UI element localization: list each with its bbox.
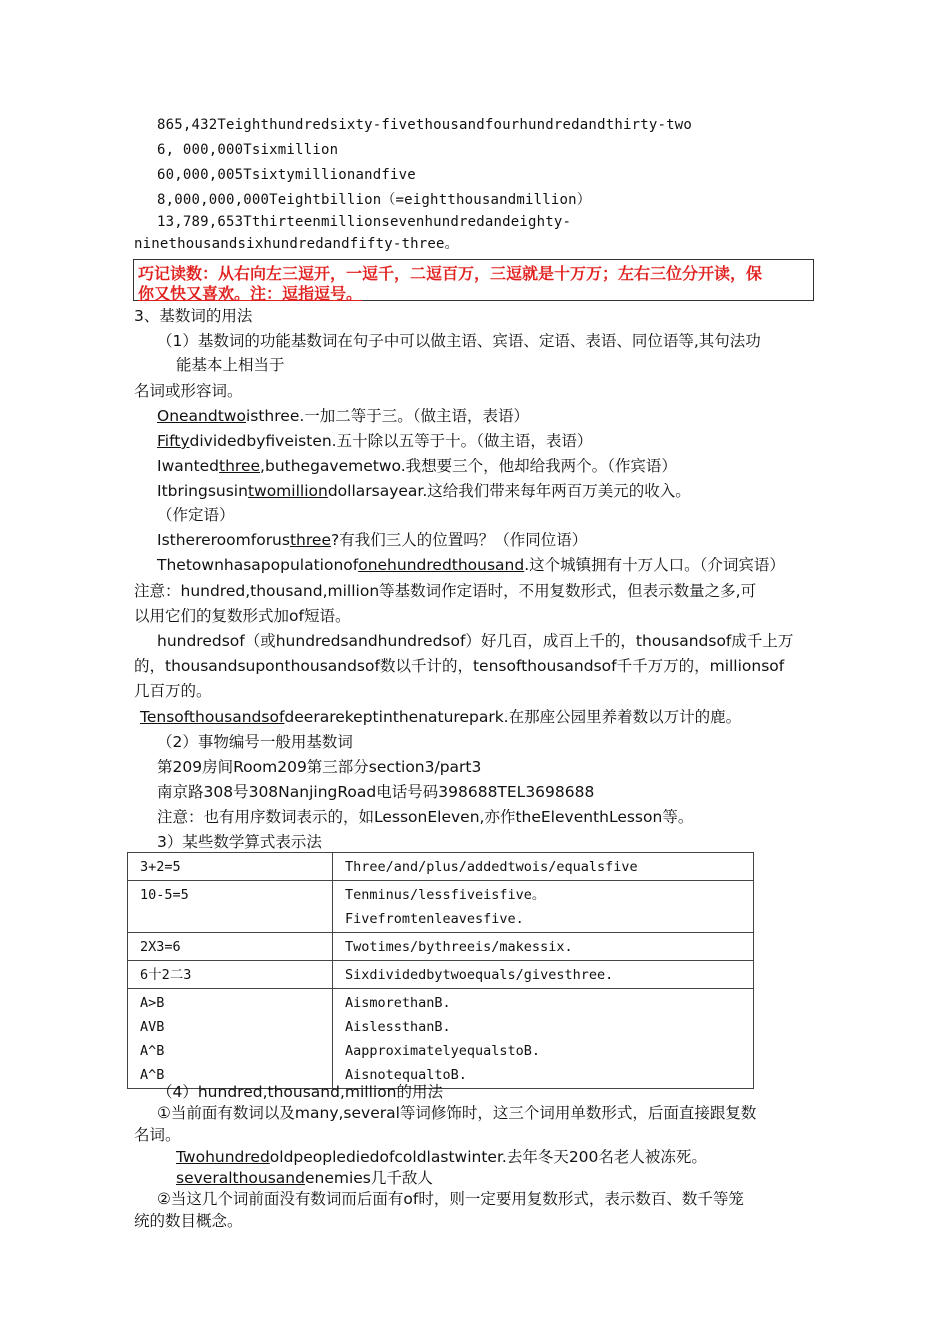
example-object-underlined: three xyxy=(219,457,261,475)
math-expression: 10-5=5 xyxy=(140,887,189,903)
example-predicative xyxy=(157,430,592,452)
rule-1-example-2 xyxy=(176,1167,433,1189)
note-2-line-b: 的，thousandsuponthousandsof数以千计的，tensofthousandsof千千万万的，millionsof xyxy=(134,657,785,675)
para-2-heading: （2）事物编号一般用基数词 xyxy=(157,733,353,751)
example-attributive xyxy=(157,480,691,502)
math-row xyxy=(128,881,754,933)
math-expression: 2X3=6 xyxy=(140,939,181,955)
math-expression: 3+2=5 xyxy=(140,859,181,875)
math-expression-cell xyxy=(128,853,333,881)
example-attributive-rest: dollarsayear.这给我们带来每年两百万美元的收入。 xyxy=(327,482,691,500)
math-reading-cell xyxy=(333,853,754,881)
section-4-heading: （4）hundred,thousand,million的用法 xyxy=(157,1083,444,1101)
math-reading: Three/and/plus/addedtwois/equalsfive xyxy=(345,859,638,875)
math-expression-cell xyxy=(128,989,333,1089)
rule-1-example-1-underlined: Twohundred xyxy=(176,1148,270,1166)
number-example-4: 8,000,000,000Teightbillion（=eightthousandmillion） xyxy=(157,192,591,208)
para-1-line-c: 名词或形容词。 xyxy=(134,382,243,400)
example-subject-underlined: Oneandtwo xyxy=(157,407,246,425)
number-example-3: 60,000,005Tsixtymillionandfive xyxy=(157,167,416,183)
example-appositive-pre: Isthereroomforus xyxy=(157,531,290,549)
math-expression: A^B xyxy=(140,1067,165,1083)
math-row xyxy=(128,933,754,961)
example-tens-underlined: Tensofthousandsof xyxy=(140,708,285,726)
math-expression: 6十2二3 xyxy=(140,967,192,983)
example-object xyxy=(157,455,677,477)
math-row xyxy=(128,853,754,881)
note-2-line-c: 几百万的。 xyxy=(134,682,212,700)
note-1-line-b: 以用它们的复数形式加of短语。 xyxy=(134,607,351,625)
example-appositive-underlined: three xyxy=(289,531,331,549)
section-3-heading: 3、基数词的用法 xyxy=(134,307,253,325)
tip-line-1: 巧记读数：从右向左三逗开，一逗千，二逗百万，三逗就是十万万；左右三位分开读，保 xyxy=(138,264,763,283)
rule-2-line-a: ②当这几个词前面没有数词而后面有of时，则一定要用复数形式，表示数百、数千等笼 xyxy=(157,1190,744,1208)
example-tens-rest: deerarekeptinthenaturepark.在那座公园里养着数以万计的鹿。 xyxy=(284,708,742,726)
math-row xyxy=(128,989,754,1089)
math-row xyxy=(128,961,754,989)
para-2-example-1: 第209房间Room209第三部分section3/part3 xyxy=(157,758,482,776)
math-reading: Tenminus/lessfiveisfive。 xyxy=(345,887,546,903)
math-reading: AapproximatelyequalstoB. xyxy=(345,1043,541,1059)
example-subject-rest: isthree.一加二等于三。（做主语，表语） xyxy=(245,407,530,425)
example-predicative-underlined: Fifty xyxy=(157,432,190,450)
note-1-line-a: 注意：hundred,thousand,million等基数词作定语时，不用复数形式，但表示数量之多,可 xyxy=(134,582,757,600)
math-reading: Sixdividedbytwoequals/givesthree. xyxy=(345,967,614,983)
math-reading: Twotimes/bythreeis/makessix. xyxy=(345,939,573,955)
para-2-example-2: 南京路308号308NanjingRoad电话号码398688TEL3698688 xyxy=(157,783,595,801)
example-attributive-note: （作定语） xyxy=(157,506,235,524)
tip-box xyxy=(133,259,814,301)
math-expression-cell xyxy=(128,881,333,933)
number-example-1: 865,432Teighthundredsixty-fivethousandfourhundredandthirty-two xyxy=(157,117,692,133)
example-predicative-rest: dividedbyfiveisten.五十除以五等于十。（做主语，表语） xyxy=(189,432,593,450)
para-1-line-b: 能基本上相当于 xyxy=(176,356,285,374)
rule-1-line-b: 名词。 xyxy=(134,1126,181,1144)
tip-line-2 xyxy=(138,281,362,304)
example-appositive-rest: ?有我们三人的位置吗？（作同位语） xyxy=(330,531,588,549)
example-tens-of-thousands xyxy=(140,706,741,728)
math-reading-cell xyxy=(333,881,754,933)
para-2-note: 注意：也有用序数词表示的，如LessonEleven,亦作theEleventhLesson等。 xyxy=(157,808,694,826)
tip-line-2-text: 你又快又喜欢。注：逗指逗号。 xyxy=(138,284,363,303)
rule-1-example-2-underlined: severalthousand xyxy=(176,1169,305,1187)
math-expression: A^B xyxy=(140,1043,165,1059)
math-reading: AismorethanB. xyxy=(345,995,451,1011)
example-prep-object-pre: Thetownhasapopulationof xyxy=(157,556,359,574)
math-expression-cell xyxy=(128,933,333,961)
para-1-line-a: （1）基数词的功能基数词在句子中可以做主语、宾语、定语、表语、同位语等,其句法功 xyxy=(157,332,761,350)
example-object-rest: ,buthegavemetwo.我想要三个，他却给我两个。（作宾语） xyxy=(260,457,677,475)
number-example-5b: ninethousandsixhundredandfifty-three。 xyxy=(134,236,459,252)
math-expression: AVB xyxy=(140,1019,165,1035)
math-reading-cell xyxy=(333,989,754,1089)
math-reading-cell xyxy=(333,933,754,961)
math-reading: AisnotequaltoB. xyxy=(345,1067,467,1083)
example-appositive xyxy=(157,529,587,551)
example-attributive-pre: Itbringsusin xyxy=(157,482,248,500)
number-example-5a: 13,789,653Tthirteenmillionsevenhundredandeighty- xyxy=(157,214,572,230)
example-subject xyxy=(157,405,529,427)
math-reading: Fivefromtenleavesfive. xyxy=(345,911,524,927)
note-2-line-a: hundredsof（或hundredsandhundredsof）好几百，成百上千的，thousandsof成千上万 xyxy=(157,632,794,650)
rule-2-line-b: 统的数目概念。 xyxy=(134,1212,243,1230)
math-expression-cell xyxy=(128,961,333,989)
math-expression: A>B xyxy=(140,995,165,1011)
rule-1-line-a: ①当前面有数词以及many,several等词修饰时，这三个词用单数形式，后面直接跟复数 xyxy=(157,1104,757,1122)
number-example-2: 6, 000,000Tsixmillion xyxy=(157,142,339,158)
math-reading-cell xyxy=(333,961,754,989)
para-3-heading: 3）某些数学算式表示法 xyxy=(157,833,322,851)
example-prep-object xyxy=(157,554,785,576)
example-prep-object-underlined: onehundredthousand xyxy=(358,556,525,574)
math-reading: AislessthanB. xyxy=(345,1019,451,1035)
example-prep-object-rest: .这个城镇拥有十万人口。（介词宾语） xyxy=(524,556,785,574)
rule-1-example-1-rest: oldpeoplediedofcoldlastwinter.去年冬天200名老人被冻死。 xyxy=(269,1148,707,1166)
example-attributive-underlined: twomillion xyxy=(247,482,328,500)
rule-1-example-1 xyxy=(176,1146,707,1168)
math-expressions-table xyxy=(127,852,754,1089)
example-object-pre: Iwanted xyxy=(157,457,220,475)
rule-1-example-2-rest: enemies几千敌人 xyxy=(304,1169,433,1187)
